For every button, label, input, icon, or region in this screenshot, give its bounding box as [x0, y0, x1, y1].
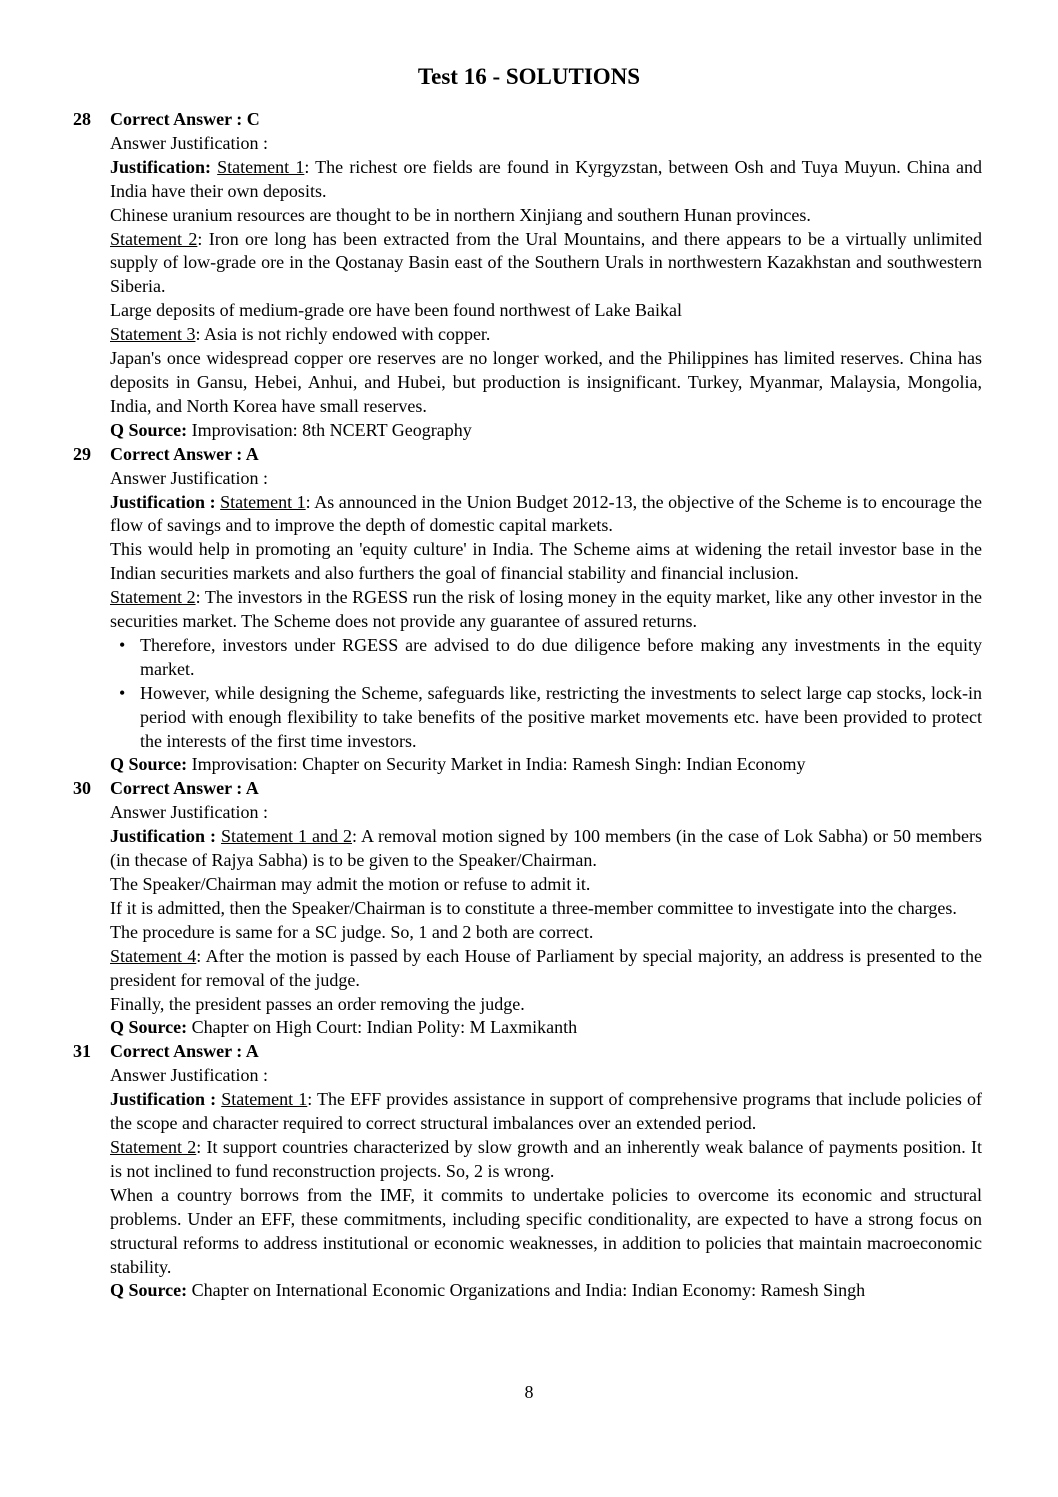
bullet-item	[110, 682, 982, 754]
paragraph	[110, 204, 982, 228]
paragraph	[110, 491, 982, 539]
underlined-text-run: Statement 1 and 2	[221, 826, 353, 847]
text-run: : The EFF provides assistance in support of comprehensive programs that include policies of the scope and character required to correct structural imbalances over an extended period.	[110, 1089, 982, 1134]
page-number: 8	[524, 1382, 534, 1402]
bold-text-run: Q Source:	[110, 1280, 188, 1301]
answer-justification-line: Answer Justification :	[110, 467, 268, 488]
underlined-text-run: Statement 1	[221, 1089, 308, 1110]
underlined-text-run: Statement 1	[220, 491, 306, 512]
text-run: Large deposits of medium-grade ore have been found northwest of Lake Baikal	[110, 300, 682, 321]
paragraph	[110, 538, 982, 586]
text-run: Chapter on High Court: Indian Polity: M Laxmikanth	[187, 1017, 578, 1038]
paragraph	[110, 156, 982, 204]
answer-justification-line: Answer Justification :	[110, 1065, 268, 1086]
text-run: Chapter on International Economic Organizations and India: Indian Economy: Ramesh Singh	[187, 1280, 866, 1301]
paragraph	[110, 1184, 982, 1280]
text-run: Chinese uranium resources are thought to be in northern Xinjiang and southern Hunan provinces.	[110, 204, 811, 225]
text-run: : The richest ore fields are found in Kyrgyzstan, between Osh and Tuya Muyun. China and India have their own deposits.	[110, 156, 983, 201]
answer-justification-line: Answer Justification :	[110, 802, 268, 823]
paragraph	[110, 299, 982, 323]
question-number: 30	[73, 778, 91, 799]
text-run: Improvisation: 8th NCERT Geography	[187, 419, 472, 440]
underlined-text-run: Statement 4	[110, 945, 197, 966]
text-run: Japan's once widespread copper ore reserves are no longer worked, and the Philippines has limited reserves. China has deposits in Gansu, Hebei, Anhui, and Hubei, but production is insignificant. Turkey, Myanmar, Malaysia, Mongolia, India, and North Korea have small reserves.	[110, 348, 982, 416]
bold-text-run: Q Source:	[110, 754, 188, 775]
paragraph	[110, 1136, 982, 1184]
bold-text-run: Q Source:	[110, 419, 188, 440]
bullet-dot: •	[119, 682, 126, 703]
text-run: : Asia is not richly endowed with copper.	[195, 324, 491, 345]
bold-text-run: Justification :	[110, 1089, 222, 1110]
text-run: : It support countries characterized by slow growth and an inherently weak balance of payments position. It is not inclined to fund reconstruction projects. So, 2 is wrong.	[110, 1136, 982, 1181]
questions-list	[73, 108, 983, 1303]
text-run: This would help in promoting an 'equity culture' in India. The Scheme aims at widening the retail investor base in the Indian securities markets and also furthers the goal of financial stability and financial inclusion.	[110, 539, 982, 584]
question-30	[73, 777, 982, 1040]
text-run: However, while designing the Scheme, safeguards like, restricting the investments to select large cap stocks, lock-in period with enough flexibility to take benefits of the positive market movements etc. have been provided to protect the interests of the first time investors.	[140, 682, 982, 751]
bold-text-run: Justification :	[110, 491, 221, 512]
paragraph	[110, 873, 982, 897]
paragraph	[110, 1088, 982, 1136]
paragraph	[110, 993, 982, 1017]
question-number: 28	[73, 109, 91, 129]
question-31	[73, 1040, 982, 1303]
paragraph	[110, 347, 982, 419]
text-run: : Iron ore long has been extracted from the Ural Mountains, and there appears to be a virtually unlimited supply of low-grade ore in the Qostanay Basin east of the Southern Urals in northwestern Kazakhstan and southwestern Siberia.	[110, 228, 982, 297]
text-run: Finally, the president passes an order removing the judge.	[110, 993, 525, 1014]
text-run: The Speaker/Chairman may admit the motion or refuse to admit it.	[110, 874, 591, 894]
answer-justification-line: Answer Justification :	[110, 132, 268, 153]
bold-text-run: Q Source:	[110, 1017, 188, 1038]
paragraph	[110, 586, 982, 634]
text-run: : The investors in the RGESS run the risk of losing money in the equity market, like any other investor in the securities market. The Scheme does not provide any guarantee of assured returns.	[110, 587, 983, 632]
page-title: Test 16 - SOLUTIONS	[417, 64, 641, 89]
underlined-text-run: Statement 2	[110, 587, 196, 608]
text-run: When a country borrows from the IMF, it commits to undertake policies to overcome its economic and structural problems. Under an EFF, these commitments, including specific conditionality, are expected to have a strong focus on structural reforms to address institutional or economic weaknesses, in addition to policies that maintain macroeconomic stability.	[110, 1184, 982, 1277]
text-run: The procedure is same for a SC judge. So, 1 and 2 both are correct.	[110, 921, 594, 942]
text-run: Improvisation: Chapter on Security Market in India: Ramesh Singh: Indian Economy	[187, 754, 806, 775]
text-run: : As announced in the Union Budget 2012-13, the objective of the Scheme is to encourage the flow of savings and to improve the depth of domestic capital markets.	[110, 491, 982, 536]
correct-answer-line: Correct Answer : A	[110, 443, 259, 464]
bullet-text	[140, 634, 982, 682]
correct-answer-line: Correct Answer : C	[110, 109, 260, 129]
correct-answer-line: Correct Answer : A	[110, 1041, 259, 1062]
question-number: 31	[73, 1041, 91, 1062]
paragraph	[110, 825, 982, 873]
paragraph	[110, 228, 982, 300]
question-28	[73, 108, 983, 443]
underlined-text-run: Statement 2	[110, 1136, 197, 1157]
paragraph	[110, 323, 982, 347]
underlined-text-run: Statement 1	[217, 156, 305, 177]
bullet-item	[110, 634, 982, 682]
text-run: If it is admitted, then the Speaker/Chairman is to constitute a three-member committee to investigate into the charges.	[110, 897, 957, 918]
bullet-text	[140, 682, 982, 754]
text-run: : After the motion is passed by each House of Parliament by special majority, an address is presented to the president for removal of the judge.	[110, 945, 982, 990]
correct-answer-line: Correct Answer : A	[110, 778, 259, 799]
paragraph	[110, 945, 982, 993]
paragraph	[110, 921, 982, 945]
paragraph	[110, 419, 982, 443]
bold-text-run: Justification:	[110, 156, 218, 177]
paragraph	[110, 753, 982, 777]
question-number: 29	[73, 443, 91, 464]
underlined-text-run: Statement 3	[110, 324, 196, 345]
bold-text-run: Justification :	[110, 826, 222, 847]
paragraph	[110, 1016, 982, 1040]
underlined-text-run: Statement 2	[110, 228, 198, 249]
question-29	[73, 443, 983, 778]
text-run: : A removal motion signed by 100 members (in the case of Lok Sabha) or 50 members (in thecase of Rajya Sabha) is to be given to the Speaker/Chairman.	[110, 826, 982, 871]
text-run: Therefore, investors under RGESS are advised to do due diligence before making any investments in the equity market.	[140, 634, 982, 679]
paragraph	[110, 897, 982, 921]
bullet-dot: •	[119, 634, 126, 655]
paragraph	[110, 1279, 982, 1303]
